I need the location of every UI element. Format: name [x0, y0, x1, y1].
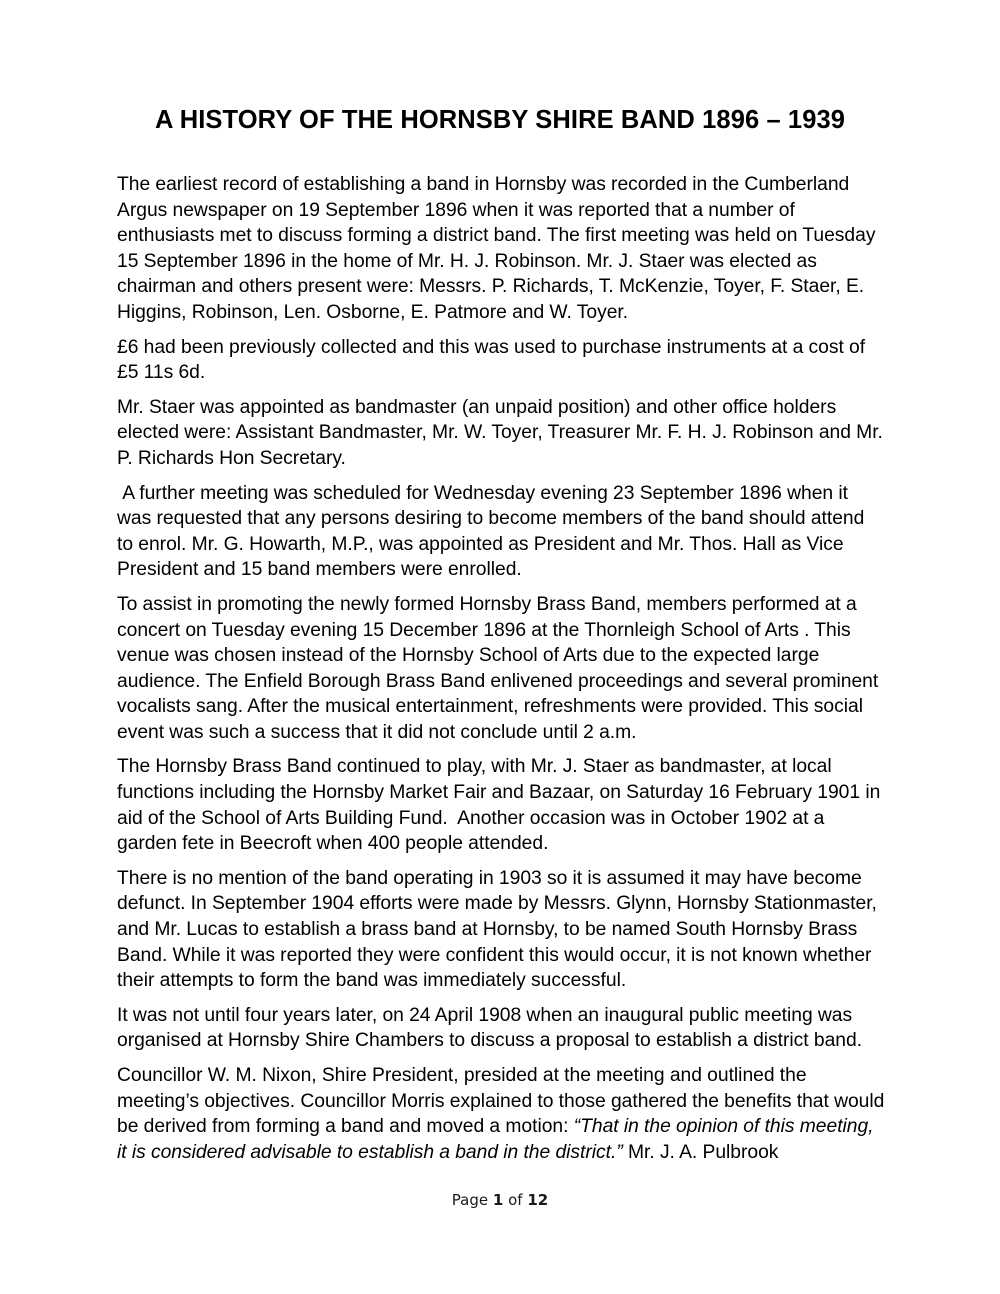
footer-total-pages: 12 [527, 1191, 549, 1209]
motion-quote: “That in the opinion of this meeting, it is considered advisable to establish a band in the district.” [117, 1116, 879, 1163]
footer-of-label: of [503, 1191, 528, 1209]
paragraph-7: There is no mention of the band operating in 1903 so it is assumed it may have become defunct. In September 1904 efforts were made by Messrs. Glynn, Hornsby Stationmaster, and Mr. Lucas to establish a brass band at Hornsby, to be named South Hornsby Brass Band. While it was reported they were confident this would occur, it is not known whether their attempts to form the band was immediately successful. [117, 867, 883, 992]
paragraph-8: It was not until four years later, on 24 April 1908 when an inaugural public meeting was organised at Hornsby Shire Chambers to discuss a proposal to establish a district band. [117, 1004, 863, 1052]
paragraph-9-lead: Councillor W. M. Nixon, Shire President, presided at the meeting and outlined the meeting’s objectives. Councillor Morris explained to those gathered the benefits that would be derived from forming a band and moved a motion: [117, 1065, 890, 1138]
document-body [117, 172, 890, 1165]
paragraph-6: The Hornsby Brass Band continued to play, with Mr. J. Staer as bandmaster, at local functions including the Hornsby Market Fair and Bazaar, on Saturday 16 February 1901 in aid of the School of Arts Building Fund. Another occasion was in October 1902 at a garden fete in Beecroft when 400 people attended. [117, 756, 886, 855]
paragraph-9-trail: Mr. J. A. Pulbrook [622, 1141, 779, 1163]
paragraph-4: A further meeting was scheduled for Wednesday evening 23 September 1896 when it was requested that any persons desiring to become members of the band should attend to enrol. Mr. G. Howarth, M.P., was appointed as President and Mr. Thos. Hall as Vice President and 15 band members were enrolled. [117, 482, 870, 581]
paragraph-5: To assist in promoting the newly formed Hornsby Brass Band, members performed at a concert on Tuesday evening 15 December 1896 at the Thornleigh School of Arts . This venue was chosen instead of the Hornsby School of Arts due to the expected large audience. The Enfield Borough Brass Band enlivened proceedings and several prominent vocalists sang. After the musical entertainment, refreshments were provided. This social event was such a success that it did not conclude until 2 a.m. [117, 593, 884, 743]
paragraph-9 [117, 1063, 890, 1165]
paragraph-1: The earliest record of establishing a band in Hornsby was recorded in the Cumberland Argus newspaper on 19 September 1896 when it was reported that a number of enthusiasts met to discuss forming a district band. The first meeting was held on Tuesday 15 September 1896 in the home of Mr. H. J. Robinson. Mr. J. Staer was elected as chairman and others present were: Messrs. P. Richards, T. McKenzie, Toyer, F. Staer, E. Higgins, Robinson, Len. Osborne, E. Patmore and W. Toyer. [117, 174, 881, 323]
page-footer [0, 1190, 1000, 1210]
footer-current-page: 1 [492, 1191, 504, 1209]
paragraph-3: Mr. Staer was appointed as bandmaster (an unpaid position) and other office holders elected were: Assistant Bandmaster, Mr. W. Toyer, Treasurer Mr. F. H. J. Robinson and Mr. P. Richards Hon Secretary. [117, 396, 889, 469]
paragraph-2: £6 had been previously collected and this was used to purchase instruments at a cost of £5 11s 6d. [117, 336, 871, 384]
page-title: A HISTORY OF THE HORNSBY SHIRE BAND 1896 – 1939 [154, 106, 846, 135]
footer-page-label: Page [451, 1191, 493, 1209]
